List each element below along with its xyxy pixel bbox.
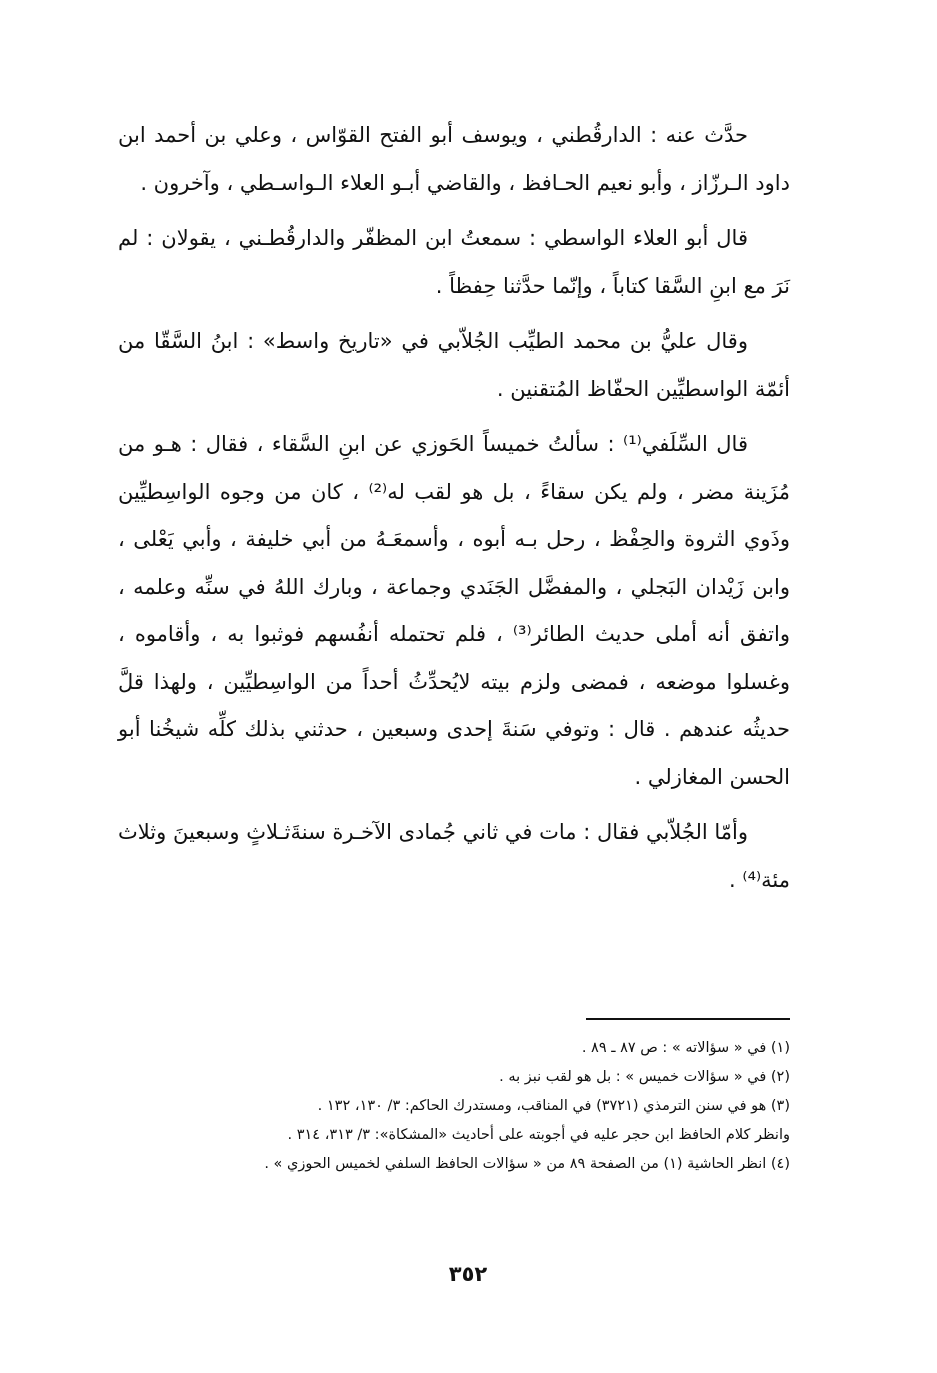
footnote-3-continued: وانظر كلام الحافظ ابن حجر عليه في أجوبته على أحاديث «المشكاة»: ٣/ ٣١٣، ٣١٤ . <box>287 1127 790 1143</box>
footnote-4: (٤) انظر الحاشية (١) من الصفحة ٨٩ من « سؤالات الحافظ السلفي لخميس الحوزي » . <box>264 1156 790 1172</box>
paragraph-2: قال أبو العلاء الواسطي : سمعتُ ابن المظفّر والدارقُطـني ، يقولان : لم نَرَ مع ابنِ السَّقا كتاباً ، وإنّما حدَّثنا حِفظاً . <box>118 226 790 298</box>
footnotes <box>118 1034 790 1179</box>
main-text <box>118 112 790 912</box>
page-number: ٣٥٢ <box>448 1262 488 1286</box>
footnote-separator <box>586 1018 790 1020</box>
paragraph-5: وأمّا الجُلاّبي فقال : مات في ثاني جُمادى الآخـرة سنةَثـلاثٍ وسبعينَ وثلاث مئة⁽⁴⁾ . <box>118 820 790 892</box>
footnote-2: (٢) في « سؤالات خميس » : بل هو لقب نبز به . <box>499 1069 790 1085</box>
footnote-1: (١) في « سؤالاته » : ص ٨٧ ـ ٨٩ . <box>581 1040 790 1056</box>
paragraph-1: حدَّث عنه : الدارقُطني ، ويوسف أبو الفتح القوّاس ، وعلي بن أحمد ابن داود الـرزّاز ، وأبو نعيم الحـافظ ، والقاضي أبـو العلاء الـواسـطي ، وآخرون . <box>118 123 790 195</box>
paragraph-3: وقال عليُّ بن محمد الطيِّب الجُلاّبي في «تاريخ واسط» : ابنُ السَّقّا من أئمّة الواسطيِّين الحفّاظ المُتقنين . <box>118 329 790 401</box>
footnote-3: (٣) هو في سنن الترمذي (٣٧٢١) في المناقب، ومستدرك الحاكم: ٣/ ١٣٠، ١٣٢ . <box>317 1098 790 1114</box>
paragraph-4: قال السِّلَفي⁽¹⁾ : سألتُ خميساً الحَوزي عن ابنِ السَّقاء ، فقال : هـو من مُزَينة مضر ، ولم يكن سقاءً ، بل هو لقب له⁽²⁾ ، كان من وجوه الواسِطيِّين وذَوي الثروة والحِفْظ ، رحل بـه أبوه ، وأسمعَـهُ من أبي خليفة ، وأبي يَعْلى ، وابن زَيْدان البَجلي ، والمفضَّل الجَنَدي وجماعة ، وبارك اللهُ في سنِّه وعلمه ، واتفق أنه أملى حديث الطائر⁽³⁾ ، فلم تحتمله أنفُسهم فوثبوا به ، وأقاموه ، وغسلوا موضعه ، فمضى ولزم بيته لايُحدِّثُ أحداً من الواسِطيِّين ، ولهذا قلَّ حديثُه عندهم . قال : وتوفي سَنةَ إحدى وسبعين ، حدثني بذلك كلِّه شيخُنا أبو الحسن المغازلي . <box>118 432 790 789</box>
